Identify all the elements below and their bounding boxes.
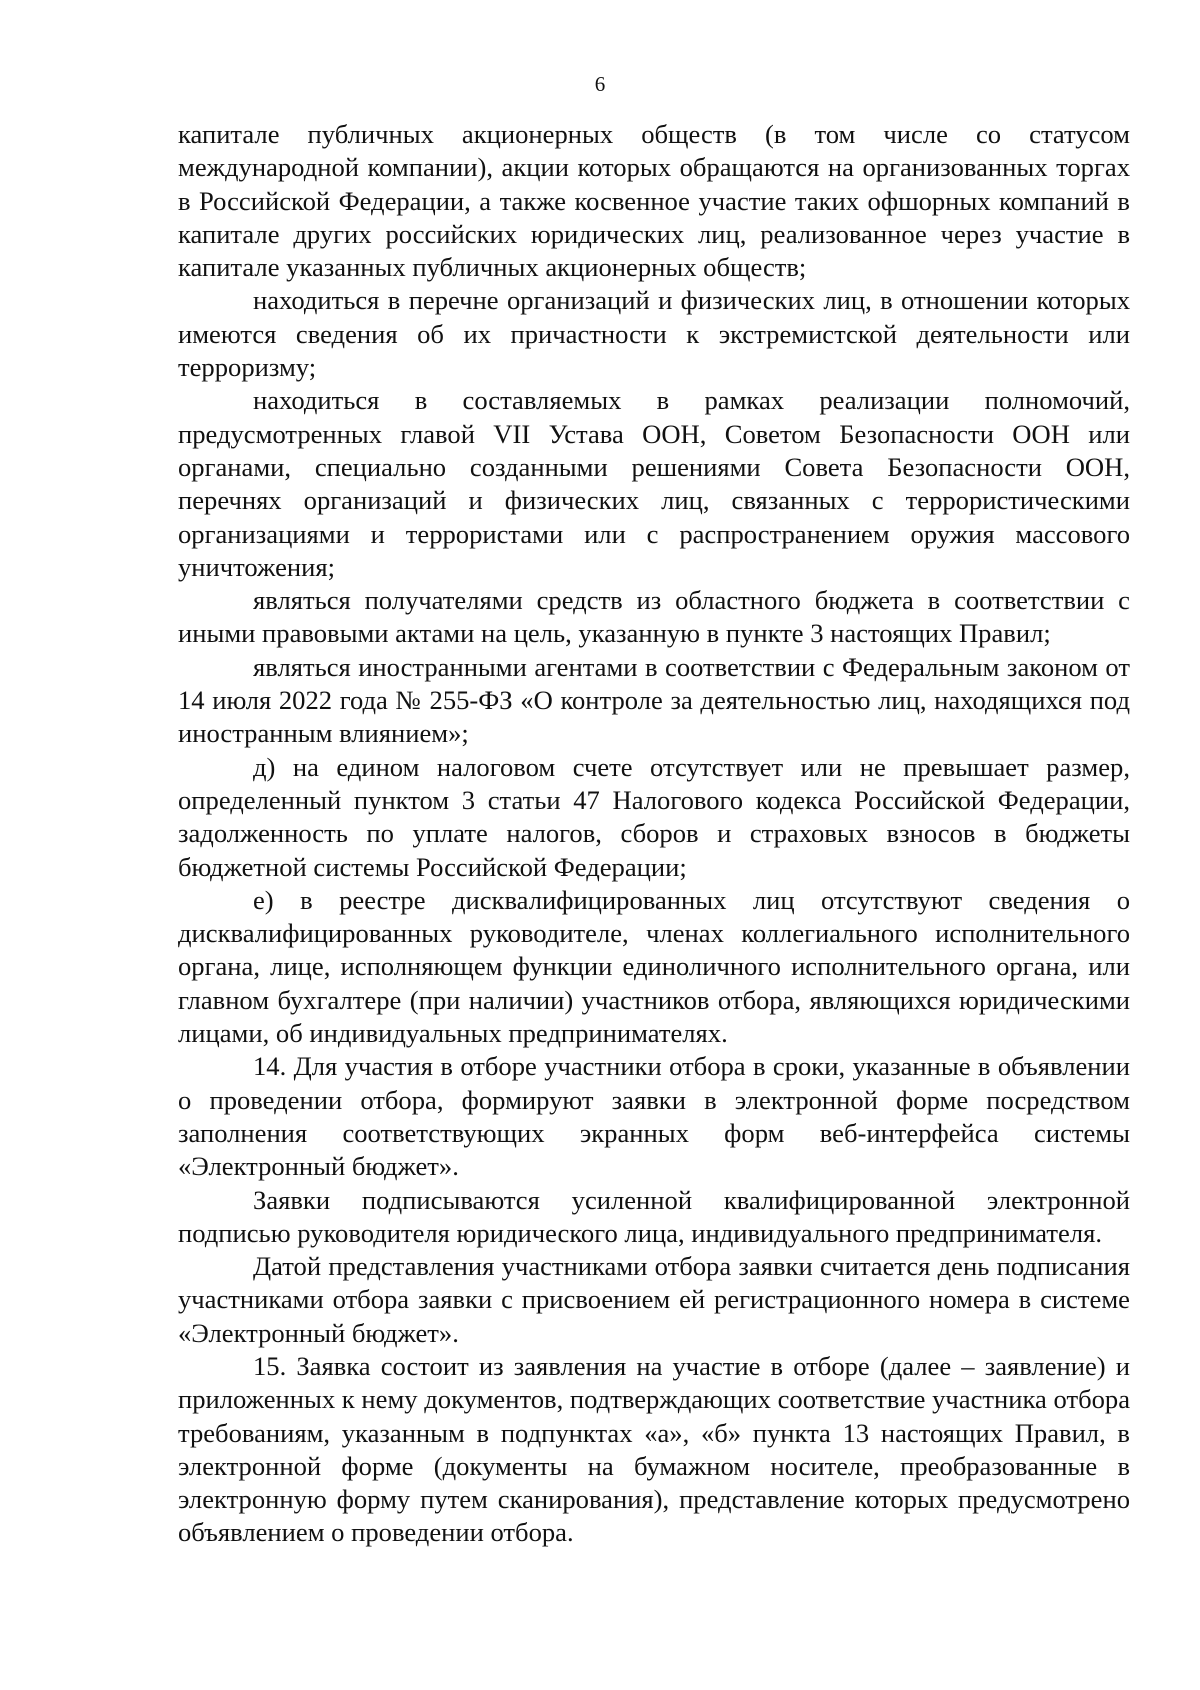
paragraph-extremism-list: находиться в перечне организаций и физических лиц, в отношении которых имеются сведения об их причастности к экстремистской деятельности или терроризму; bbox=[178, 285, 1130, 383]
paragraph-un-lists: находиться в составляемых в рамках реализации полномочий, предусмотренных главой VII Устава ООН, Советом Безопасности ООН или органами, специально созданными решениями Совета Безопасности ООН, перечнях организаций и физических лиц, связанных с террористическими организациями и террористами или с распространением оружия массового уничтожения; bbox=[178, 385, 1130, 582]
page-number: 6 bbox=[594, 72, 606, 96]
paragraph-regional-budget: являться получателями средств из областного бюджета в соответствии с иными правовыми актами на цель, указанную в пункте 3 настоящих Правил; bbox=[178, 585, 1130, 649]
paragraph-item-e: е) в реестре дисквалифицированных лиц отсутствуют сведения о дисквалифицированных руководителе, членах коллегиального исполнительного органа, лице, исполняющем функции единоличного исполнительного органа, или главном бухгалтере (при наличии) участников отбора, являющихся юридическими лицами, об индивидуальных предпринимателях. bbox=[178, 884, 1130, 1049]
paragraph-item-d: д) на едином налоговом счете отсутствует или не превышает размер, определенный пунктом 3 статьи 47 Налогового кодекса Российской Федерации, задолженность по уплате налогов, сборов и страховых взносов в бюджеты бюджетной системы Российской Федерации; bbox=[178, 751, 1130, 882]
paragraph-foreign-agents: являться иностранными агентами в соответствии с Федеральным законом от 14 июля 2022 года № 255-ФЗ «О контроле за деятельностью лиц, находящихся под иностранным влиянием»; bbox=[178, 651, 1130, 749]
document-body bbox=[178, 118, 1130, 1550]
paragraph-14: 14. Для участия в отборе участники отбора в сроки, указанные в объявлении о проведении отбора, формируют заявки в электронной форме посредством заполнения соответствующих экранных форм веб-интерфейса системы «Электронный бюджет». bbox=[178, 1051, 1130, 1182]
paragraph-15: 15. Заявка состоит из заявления на участие в отборе (далее – заявление) и приложенных к нему документов, подтверждающих соответствие участника отбора требованиям, указанным в подпунктах «а», «б» пункта 13 настоящих Правил, в электронной форме (документы на бумажном носителе, преобразованные в электронную форму путем сканирования), представление которых предусмотрено объявлением о проведении отбора. bbox=[178, 1350, 1130, 1548]
paragraph-submission-date: Датой представления участниками отбора заявки считается день подписания участниками отбора заявки с присвоением ей регистрационного номера в системе «Электронный бюджет». bbox=[178, 1251, 1130, 1348]
paragraph-continuation: капитале публичных акционерных обществ (в том числе со статусом международной компании), акции которых обращаются на организованных торгах в Российской Федерации, а также косвенное участие таких офшорных компаний в капитале других российских юридических лиц, реализованное через участие в капитале указанных публичных акционерных обществ; bbox=[178, 119, 1130, 283]
paragraph-signature: Заявки подписываются усиленной квалифицированной электронной подписью руководителя юридического лица, индивидуального предпринимателя. bbox=[178, 1184, 1130, 1248]
